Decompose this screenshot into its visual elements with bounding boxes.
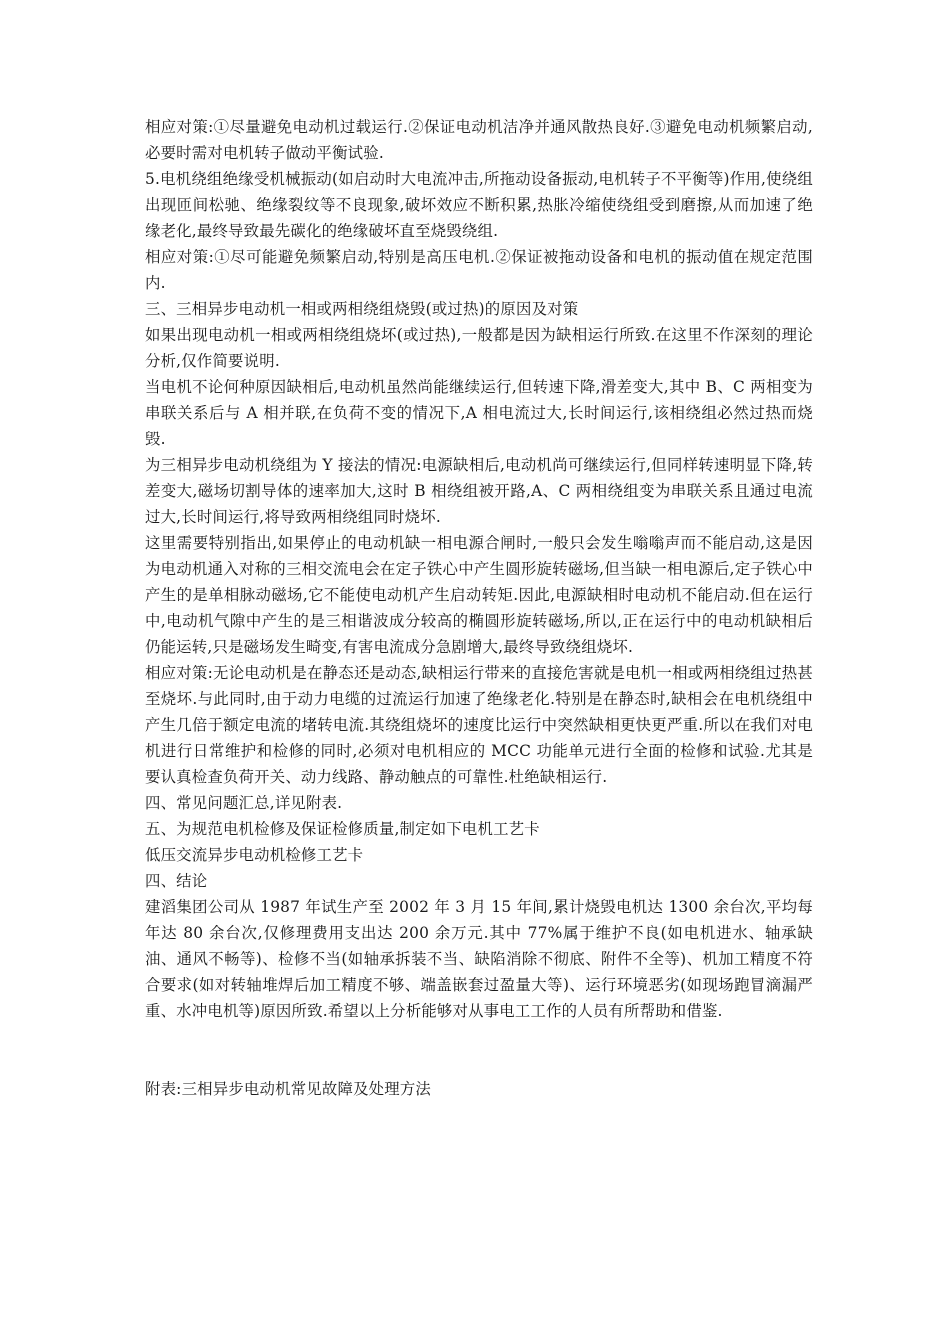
paragraph-countermeasure-phase-loss: 相应对策:无论电动机是在静态还是动态,缺相运行带来的直接危害就是电机一相或两相绕组过热甚至烧坏.与此同时,由于动力电缆的过流运行加速了绝缘老化.特别是在静态时,缺相会在电机绕组中产生几倍于额定电流的堵转电流.其绕组烧坏的速度比运行中突然缺相更快更严重.所以在我们对电机进行日常维护和检修的同时,必须对电机相应的 MCC 功能单元进行全面的检修和试验.尤其是要认真检查负荷开关、动力线路、静动触点的可靠性.杜绝缺相运行.: [145, 664, 813, 786]
paragraph-phase-loss-delta: 当电机不论何种原因缺相后,电动机虽然尚能继续运行,但转速下降,滑差变大,其中 B、C 两相变为串联关系后与 A 相并联,在负荷不变的情况下,A 相电流过大,长时间运行,该相绕组必然过热而烧毁.: [145, 378, 813, 448]
paragraph-phase-loss-start: 这里需要特别指出,如果停止的电动机缺一相电源合闸时,一般只会发生嗡嗡声而不能启动,这是因为电动机通入对称的三相交流电会在定子铁心中产生圆形旋转磁场,但当缺一相电源后,定子铁心中产生的是单相脉动磁场,它不能使电动机产生启动转矩.因此,电源缺相时电动机不能启动.但在运行中,电动机气隙中产生的是三相谐波成分较高的椭圆形旋转磁场,所以,正在运行中的电动机缺相后仍能运转,只是磁场发生畸变,有害电流成分急剧增大,最终导致绕组烧坏.: [145, 534, 813, 656]
section-heading-conclusion: 四、结论: [145, 872, 208, 890]
paragraph-phase-loss-wye: 为三相异步电动机绕组为 Y 接法的情况:电源缺相后,电动机尚可继续运行,但同样转速明显下降,转差变大,磁场切割导体的速率加大,这时 B 相绕组被开路,A、C 两相绕组变为串联关系且通过电流过大,长时间运行,将导致两相绕组同时烧坏.: [145, 456, 813, 526]
paragraph-item-5-vibration: 5.电机绕组绝缘受机械振动(如启动时大电流冲击,所拖动设备振动,电机转子不平衡等)作用,使绕组出现匝间松驰、绝缘裂纹等不良现象,破坏效应不断积累,热胀冷缩使绕组受到磨擦,从而加速了绝缘老化,最终导致最先碳化的绝缘破坏直至烧毁绕组.: [145, 170, 813, 240]
blank-space: [145, 1024, 813, 1076]
paragraph-conclusion: 建滔集团公司从 1987 年试生产至 2002 年 3 月 15 年间,累计烧毁电机达 1300 余台次,平均每年达 80 余台次,仅修理费用支出达 200 余万元.其中 77%属于维护不良(如电机进水、轴承缺油、通风不畅等)、检修不当(如轴承拆装不当、缺陷消除不彻底、附件不全等)、机加工精度不符合要求(如对转轴堆焊后加工精度不够、端盖嵌套过盈量大等)、运行环境恶劣(如现场跑冒滴漏严重、水冲电机等)原因所致.希望以上分析能够对从事电工工作的人员有所帮助和借鉴.: [145, 898, 813, 1020]
section-heading-3: 三、三相异步电动机一相或两相绕组烧毁(或过热)的原因及对策: [145, 300, 579, 318]
paragraph-countermeasure-overload: 相应对策:①尽量避免电动机过载运行.②保证电动机洁净并通风散热良好.③避免电动机频繁启动,必要时需对电机转子做动平衡试验.: [145, 118, 813, 162]
section-heading-5: 五、为规范电机检修及保证检修质量,制定如下电机工艺卡: [145, 820, 540, 838]
appendix-title: 附表:三相异步电动机常见故障及处理方法: [145, 1080, 432, 1098]
document-page: [145, 114, 813, 1102]
paragraph-phase-loss-intro: 如果出现电动机一相或两相绕组烧坏(或过热),一般都是因为缺相运行所致.在这里不作深刻的理论分析,仅作简要说明.: [145, 326, 813, 370]
paragraph-countermeasure-vibration: 相应对策:①尽可能避免频繁启动,特别是高压电机.②保证被拖动设备和电机的振动值在规定范围内.: [145, 248, 813, 292]
section-heading-4: 四、常见问题汇总,详见附表.: [145, 794, 343, 812]
process-card-title: 低压交流异步电动机检修工艺卡: [145, 846, 364, 864]
